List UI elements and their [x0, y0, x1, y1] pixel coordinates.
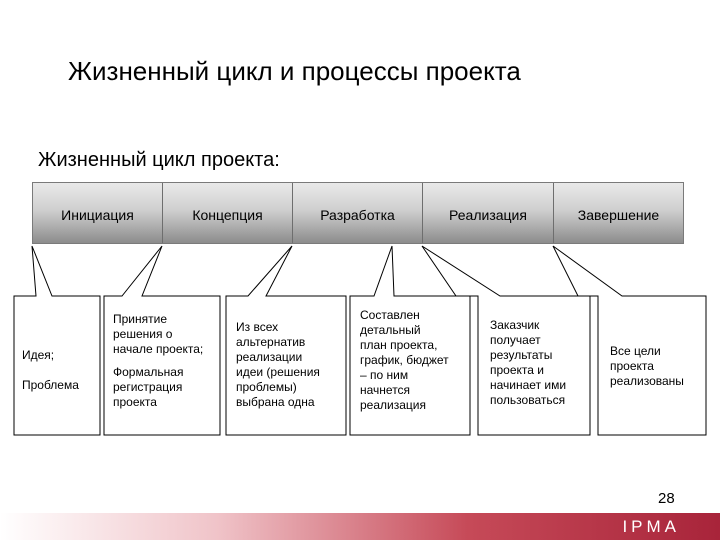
footer-bar — [0, 513, 720, 540]
ipma-logo: IPMA — [622, 517, 680, 536]
phase-implementation: Реализация — [423, 183, 554, 243]
callout-shape-1 — [14, 246, 100, 435]
callout-text-3: Из всех альтернатив реализации идеи (решения проблемы) выбрана одна — [236, 320, 320, 409]
slide-subtitle: Жизненный цикл проекта: — [38, 149, 280, 171]
callout-text-2: Принятие решения о начале проекта; Формальная регистрация проекта — [113, 312, 204, 409]
page-number: 28 — [658, 490, 675, 507]
slide-title: Жизненный цикл и процессы проекта — [68, 56, 521, 86]
phase-initiation: Инициация — [33, 183, 163, 243]
phase-development: Разработка — [293, 183, 423, 243]
callout-text-4: Составлен детальный план проекта, график, бюджет – по ним начнется реализация — [360, 308, 449, 412]
callout-text-5: Заказчик получает результаты проекта и начинает ими пользоваться — [490, 318, 567, 407]
callout-text-1: Идея; Проблема — [22, 348, 79, 392]
phase-concept: Концепция — [163, 183, 293, 243]
phase-completion: Завершение — [577, 207, 660, 223]
callout-text-6: Все цели проекта реализованы — [610, 344, 684, 388]
